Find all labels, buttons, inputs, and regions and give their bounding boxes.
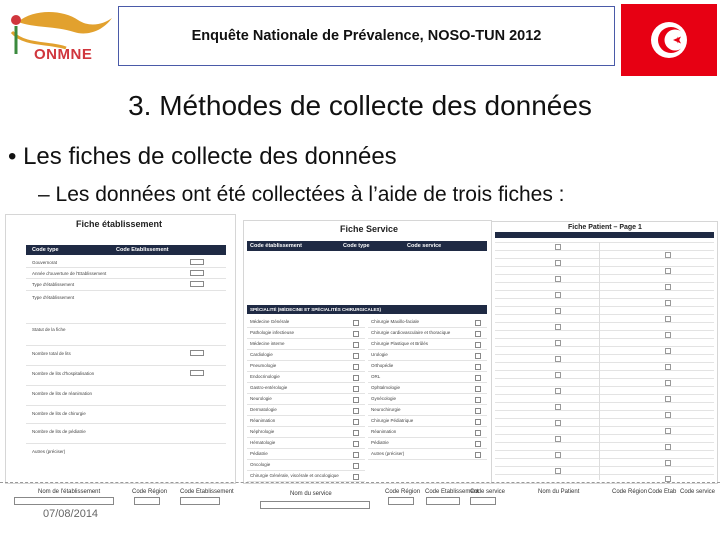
service-header-col-1: Code établissement [250, 243, 302, 249]
patient-row [495, 386, 714, 387]
patient-row [495, 402, 714, 403]
patient-row [495, 354, 714, 355]
tunisia-flag [621, 4, 717, 76]
etab-row-label: Nombre de lits de réanimation [32, 391, 93, 396]
footer-input-box[interactable] [426, 497, 460, 505]
service-left-item [247, 361, 365, 372]
service-right-item [368, 372, 487, 383]
slide-title: 3. Méthodes de collecte des données [128, 90, 592, 121]
etab-header-col-2: Code Etablissement [116, 247, 169, 253]
service-left-checkbox[interactable] [353, 342, 359, 348]
service-right-checkbox[interactable] [475, 408, 481, 414]
service-left-item [247, 317, 365, 328]
service-header-col-2: Code type [343, 243, 370, 249]
footer-input-box[interactable] [14, 497, 114, 505]
bullet-sub: – Les données ont été collectées à l’aide de trois fiches : [38, 183, 565, 206]
service-left-checkbox[interactable] [353, 474, 359, 480]
patient-row [495, 378, 714, 379]
patient-row [495, 426, 714, 427]
service-left-item [247, 460, 365, 471]
patient-row [495, 394, 714, 395]
service-left-item-label: Néphrologie [250, 429, 275, 434]
service-left-checkbox[interactable] [353, 397, 359, 403]
patient-row [495, 298, 714, 299]
footer-label: Code service [680, 489, 716, 495]
service-right-item-label: Neurochirurgie [371, 407, 401, 412]
service-right-item-label: ORL [371, 374, 381, 379]
service-left-item [247, 383, 365, 394]
service-right-checkbox[interactable] [475, 353, 481, 359]
service-left-checkbox[interactable] [353, 408, 359, 414]
footer-input-box[interactable] [180, 497, 220, 505]
bullet-main: • Les fiches de collecte des données [8, 143, 397, 170]
service-right-item [368, 361, 487, 372]
service-left-item [247, 328, 365, 339]
footer-input-box[interactable] [470, 497, 496, 505]
service-left-item-label: Neurologie [250, 396, 272, 401]
forms-footer [0, 482, 720, 523]
service-right-item-label: Pédiatrie [371, 440, 389, 445]
survey-header [118, 6, 615, 66]
form-service-title: Fiche Service [340, 224, 399, 234]
service-left-item [247, 449, 365, 460]
patient-row [495, 282, 714, 283]
service-left-item [247, 350, 365, 361]
service-right-column [368, 317, 487, 482]
onmne-logo [4, 2, 116, 76]
service-section-header: SPÉCIALITÉ (MÉDECINE ET SPÉCIALITÉS CHIRURGICALES) [247, 305, 487, 314]
service-left-item [247, 438, 365, 449]
footer-label: Code Etablissement [180, 489, 234, 495]
service-right-item [368, 438, 487, 449]
service-right-item [368, 449, 487, 460]
service-right-checkbox[interactable] [475, 342, 481, 348]
service-left-item-label: Cardiologie [250, 352, 273, 357]
service-right-item-label: Urologie [371, 352, 388, 357]
etab-row-label: Nombre de lits de pédiatrie [32, 429, 86, 434]
patient-row [495, 370, 714, 371]
service-right-item [368, 317, 487, 328]
footer-label: Code Etablissement [425, 489, 479, 495]
service-right-checkbox[interactable] [475, 375, 481, 381]
service-left-item [247, 405, 365, 416]
etab-row-label: Gouvernorat [32, 260, 58, 265]
service-left-item-label: Oncologie [250, 462, 271, 467]
service-right-item-label: Réanimation [371, 429, 397, 434]
service-right-item-label: Chirurgie Maxillo-faciale [371, 319, 420, 324]
patient-row [495, 242, 714, 243]
service-right-item [368, 405, 487, 416]
patient-row [495, 434, 714, 435]
service-left-item [247, 471, 365, 482]
service-left-item-label: Pneumologie [250, 363, 277, 368]
etab-code-box[interactable] [190, 350, 204, 356]
patient-row [495, 466, 714, 467]
service-left-checkbox[interactable] [353, 430, 359, 436]
service-right-checkbox[interactable] [475, 364, 481, 370]
service-right-checkbox[interactable] [475, 452, 481, 458]
patient-row [495, 306, 714, 307]
footer-label: Nom du Patient [538, 489, 580, 495]
patient-row [495, 266, 714, 267]
footer-label: Code Région [612, 489, 648, 495]
form-service [243, 220, 492, 484]
service-left-item-label: Chirurgie Générale, viscérale et oncologique [250, 473, 339, 478]
footer-label: Code Région [132, 489, 168, 495]
service-right-item-label: Autres (préciser) [371, 451, 405, 456]
service-left-item-label: Réanimation [250, 418, 276, 423]
service-right-item-label: Chirurgie Plastique et Brûlés [371, 341, 429, 346]
form-patient-title: Fiche Patient – Page 1 [568, 224, 642, 231]
patient-row [495, 314, 714, 315]
etab-row-label: Année d'ouverture de l'Etablissement [32, 271, 107, 276]
service-right-item [368, 416, 487, 427]
patient-row [495, 474, 714, 475]
patient-row [495, 258, 714, 259]
service-right-item [368, 383, 487, 394]
footer-input-box[interactable] [388, 497, 414, 505]
service-right-checkbox[interactable] [475, 441, 481, 447]
service-right-checkbox[interactable] [475, 419, 481, 425]
form-etablissement-title: Fiche établissement [76, 219, 163, 229]
logo-emblem-icon [4, 2, 116, 76]
patient-header-row [495, 232, 714, 238]
etab-code-box[interactable] [190, 281, 204, 287]
patient-row [495, 322, 714, 323]
service-left-checkbox[interactable] [353, 463, 359, 469]
footer-label: Code Région [385, 489, 421, 495]
form-patient [491, 221, 718, 484]
patient-row [495, 290, 714, 291]
service-right-item [368, 350, 487, 361]
service-left-item-label: Gastro-entérologie [250, 385, 288, 390]
patient-row [495, 410, 714, 411]
survey-title: Enquête Nationale de Prévalence, NOSO-TUN 2012 [191, 28, 542, 44]
service-left-checkbox[interactable] [353, 419, 359, 425]
service-right-item [368, 328, 487, 339]
etab-row-label: Nombre total de lits [32, 351, 71, 356]
service-left-checkbox[interactable] [353, 452, 359, 458]
service-right-item-label: Gynécologie [371, 396, 397, 401]
service-left-column [247, 317, 365, 482]
patient-row [495, 362, 714, 363]
service-left-item [247, 427, 365, 438]
etab-row-label: Type d'établissement [32, 282, 75, 287]
service-header-col-3: Code service [407, 243, 442, 249]
patient-divider [599, 242, 600, 480]
etab-row-label: Nombre de lits de chirurgie [32, 411, 86, 416]
service-left-checkbox[interactable] [353, 331, 359, 337]
service-left-item [247, 339, 365, 350]
etab-row-label: Nombre de lits d'hospitalisation [32, 371, 95, 376]
footer-label: Nom du service [290, 491, 332, 497]
service-right-checkbox[interactable] [475, 386, 481, 392]
slide-date: 07/08/2014 [43, 508, 99, 520]
service-right-checkbox[interactable] [475, 430, 481, 436]
footer-label: Code service [470, 489, 506, 495]
footer-label: Code Etab [648, 489, 677, 495]
patient-row [495, 450, 714, 451]
footer-input-box[interactable] [260, 501, 370, 509]
patient-row [495, 418, 714, 419]
service-left-checkbox[interactable] [353, 353, 359, 359]
service-right-item [368, 339, 487, 350]
patient-row [495, 274, 714, 275]
patient-row [495, 346, 714, 347]
patient-row [495, 458, 714, 459]
service-left-checkbox[interactable] [353, 441, 359, 447]
service-left-item [247, 372, 365, 383]
service-left-item-label: Endocrinologie [250, 374, 280, 379]
etab-header-col-1: Code type [32, 247, 59, 253]
service-right-item-label: Orthopédie [371, 363, 394, 368]
etab-row-label: Autres (préciser) [32, 449, 66, 454]
patient-row [495, 330, 714, 331]
service-left-item [247, 394, 365, 405]
service-left-item-label: Pédiatrie [250, 451, 268, 456]
service-right-item-label: Chirurgie cardiovasculaire et thoracique [371, 330, 451, 335]
service-left-checkbox[interactable] [353, 386, 359, 392]
service-left-item-label: Pathologie infectieuse [250, 330, 295, 335]
form-etablissement [5, 214, 236, 484]
service-right-checkbox[interactable] [475, 331, 481, 337]
service-left-item-label: Dermatologie [250, 407, 277, 412]
etab-row-label: Statut de la fiche [32, 327, 66, 332]
service-left-item-label: Hématologie [250, 440, 276, 445]
footer-input-box[interactable] [134, 497, 160, 505]
patient-row [495, 338, 714, 339]
patient-row [495, 250, 714, 251]
service-right-item [368, 394, 487, 405]
footer-label: Nom de l'établissement [38, 489, 101, 495]
etab-code-box[interactable] [190, 259, 204, 265]
bullet-sub-text: Les données ont été collectées à l’aide de trois fiches : [55, 183, 565, 206]
logo-text: ONMNE [34, 46, 93, 63]
service-right-checkbox[interactable] [475, 320, 481, 326]
service-left-checkbox[interactable] [353, 375, 359, 381]
etab-header-row [26, 245, 226, 255]
service-right-checkbox[interactable] [475, 397, 481, 403]
service-right-item [368, 427, 487, 438]
etab-row-label: Type d'établissement [32, 295, 75, 300]
service-left-checkbox[interactable] [353, 364, 359, 370]
patient-rows [495, 242, 714, 480]
service-left-item [247, 416, 365, 427]
service-right-item-label: Chirurgie Pédiatrique [371, 418, 414, 423]
patient-row [495, 442, 714, 443]
service-left-item-label: Médecine Générale [250, 319, 290, 324]
flag-icon [621, 4, 717, 76]
service-right-item-label: Ophtalmologie [371, 385, 401, 390]
service-left-item-label: Médecine interne [250, 341, 285, 346]
etab-code-box[interactable] [190, 370, 204, 376]
service-left-checkbox[interactable] [353, 320, 359, 326]
service-header-row [247, 241, 487, 251]
bullet-main-text: Les fiches de collecte des données [23, 143, 397, 170]
etab-code-box[interactable] [190, 270, 204, 276]
